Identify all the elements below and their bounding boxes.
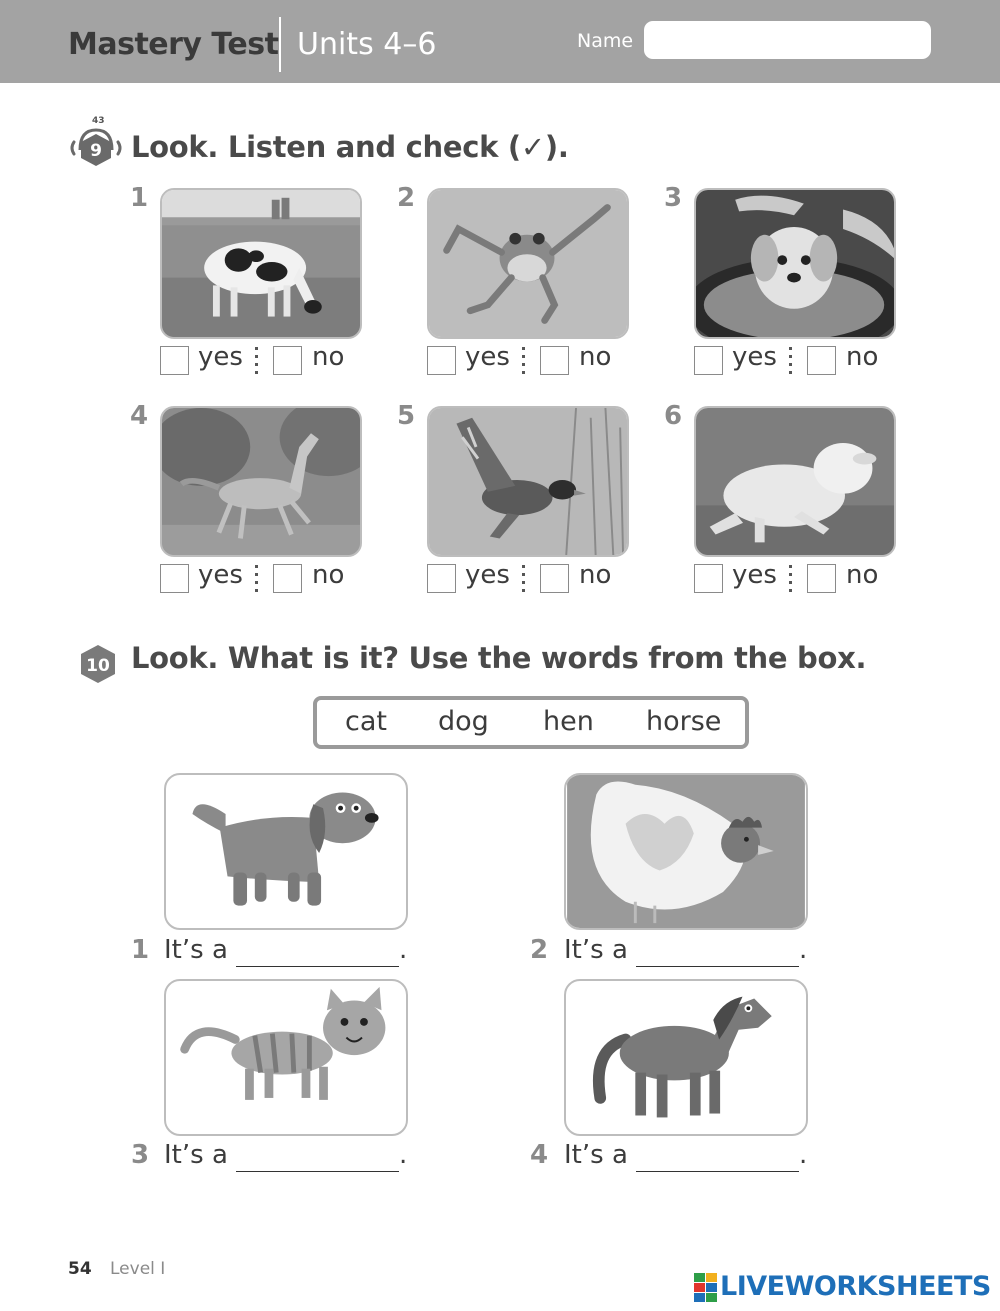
yes-no-row (160, 560, 370, 598)
dotted-divider (789, 347, 792, 377)
liveworksheets-brand[interactable]: LIVEWORKSHEETS (720, 1271, 991, 1302)
yes-checkbox[interactable] (694, 346, 723, 375)
no-checkbox[interactable] (273, 346, 302, 375)
name-field[interactable] (644, 21, 931, 59)
item-number: 4 (130, 401, 149, 431)
yes-label: yes (198, 342, 243, 372)
answer-field-4[interactable] (636, 1142, 799, 1172)
units-label: Units 4–6 (297, 27, 437, 62)
exercise-9-number: 9 (90, 141, 102, 161)
name-label: Name (577, 30, 634, 52)
yes-no-row (694, 560, 904, 598)
item-number: 2 (397, 183, 416, 213)
header-divider (279, 17, 281, 72)
cat-cartoon (164, 979, 408, 1136)
period: . (799, 935, 808, 965)
answer-field-1[interactable] (236, 937, 399, 967)
dotted-divider (255, 347, 258, 377)
yes-label: yes (465, 560, 510, 590)
question-prompt: It’s a (164, 935, 228, 965)
item-number: 5 (397, 401, 416, 431)
exercise-9-instruction: Look. Listen and check (✓). (131, 130, 569, 164)
header-bar (0, 0, 1000, 83)
yes-checkbox[interactable] (694, 564, 723, 593)
question-prompt: It’s a (564, 935, 628, 965)
duck-photo (427, 406, 629, 557)
question-prompt: It’s a (164, 1140, 228, 1170)
listen-item-4 (130, 401, 370, 621)
word-box (313, 696, 749, 749)
yes-no-row (160, 342, 370, 380)
dog-cartoon (164, 773, 408, 930)
exercise-10-number: 10 (86, 656, 110, 676)
dotted-divider (789, 565, 792, 595)
period: . (399, 1140, 408, 1170)
yes-checkbox[interactable] (160, 346, 189, 375)
yes-checkbox[interactable] (160, 564, 189, 593)
listen-item-6 (664, 401, 904, 621)
no-label: no (846, 560, 879, 590)
word-cat: cat (345, 706, 387, 737)
yes-checkbox[interactable] (427, 564, 456, 593)
audio-icon[interactable] (68, 128, 108, 168)
no-label: no (579, 342, 612, 372)
no-checkbox[interactable] (540, 346, 569, 375)
question-prompt: It’s a (564, 1140, 628, 1170)
hen-cartoon (564, 773, 808, 930)
question-number: 2 (530, 935, 549, 965)
lamb-photo (694, 406, 896, 557)
word-horse: horse (646, 706, 722, 737)
item-number: 1 (130, 183, 149, 213)
listen-item-1 (130, 183, 370, 403)
question-number: 3 (131, 1140, 150, 1170)
page-number: 54 (68, 1259, 92, 1279)
period: . (799, 1140, 808, 1170)
audio-track-number: 43 (92, 116, 105, 126)
frog-photo (427, 188, 629, 339)
yes-checkbox[interactable] (427, 346, 456, 375)
dotted-divider (522, 565, 525, 595)
dog-photo (694, 188, 896, 339)
item-number: 6 (664, 401, 683, 431)
question-number: 4 (530, 1140, 549, 1170)
cow-photo (160, 188, 362, 339)
listen-item-5 (397, 401, 637, 621)
level-label: Level I (110, 1259, 166, 1279)
yes-label: yes (732, 560, 777, 590)
exercise-10-badge (78, 644, 118, 684)
horse-photo (160, 406, 362, 557)
yes-no-row (427, 560, 637, 598)
listen-item-2 (397, 183, 637, 403)
exercise-10-instruction: Look. What is it? Use the words from the box. (131, 641, 867, 675)
horse-cartoon (564, 979, 808, 1136)
listen-item-3 (664, 183, 904, 403)
no-checkbox[interactable] (540, 564, 569, 593)
item-number: 3 (664, 183, 683, 213)
test-title: Mastery Test (68, 27, 279, 62)
answer-field-2[interactable] (636, 937, 799, 967)
period: . (399, 935, 408, 965)
no-label: no (579, 560, 612, 590)
liveworksheets-logo-icon (694, 1273, 718, 1303)
no-checkbox[interactable] (807, 346, 836, 375)
no-label: no (846, 342, 879, 372)
question-number: 1 (131, 935, 150, 965)
yes-label: yes (732, 342, 777, 372)
no-label: no (312, 560, 345, 590)
yes-no-row (694, 342, 904, 380)
yes-label: yes (198, 560, 243, 590)
yes-label: yes (465, 342, 510, 372)
word-hen: hen (543, 706, 594, 737)
dotted-divider (255, 565, 258, 595)
no-label: no (312, 342, 345, 372)
answer-field-3[interactable] (236, 1142, 399, 1172)
word-dog: dog (438, 706, 489, 737)
no-checkbox[interactable] (807, 564, 836, 593)
no-checkbox[interactable] (273, 564, 302, 593)
yes-no-row (427, 342, 637, 380)
dotted-divider (522, 347, 525, 377)
